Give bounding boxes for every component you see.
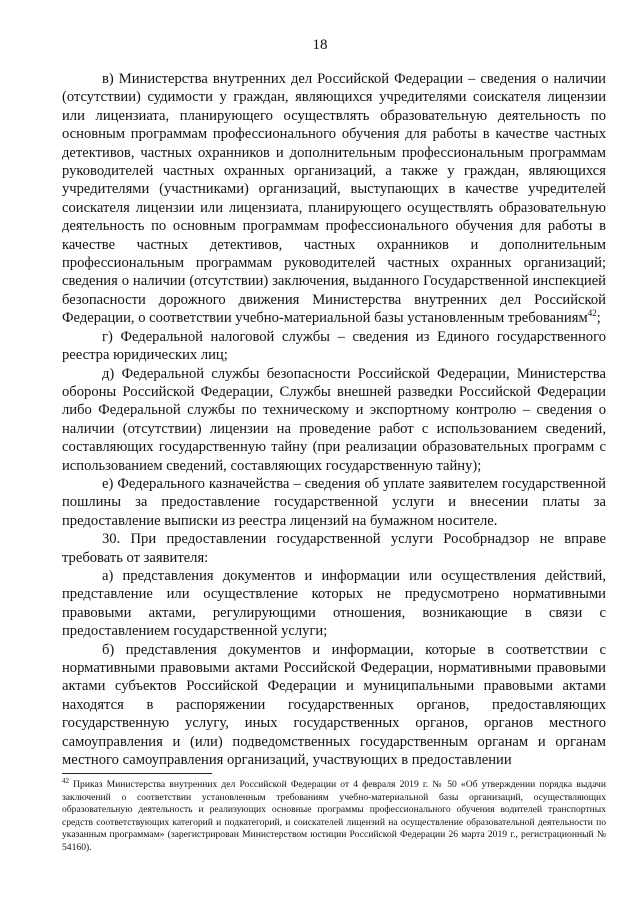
footnote-reference[interactable]: 42 [587,308,597,319]
footnote-divider [62,773,212,774]
paragraph-item-b: б) представления документов и информации, которые в соответствии с нормативными правовыми актами Российской Федерации, нормативными правовыми актами субъектов Российской Федерации и муниципальными правовыми актами находятся в распоряжении государственных органов, предоставляющих государственную услугу, иных государственных органов, органов местного самоуправления и (или) подведомственных государственным органам и органам местного самоуправления организаций, участвующих в предоставлении [62,641,606,769]
main-text [62,70,606,769]
paragraph-fns: г) Федеральной налоговой службы – сведения из Единого государственного реестра юридических лиц; [62,328,606,364]
page-number: 18 [312,37,328,53]
footnote-text: Приказ Министерства внутренних дел Российской Федерации от 4 февраля 2019 г. № 50 «Об утверждении порядка выдачи заключений о соответствии установленным требованиям учебно-материальной базы организаций, осуществляющих образовательную деятельность и реализующих основные программы профессионального обучения водителей транспортных средств соответствующих категорий и подкатегорий, и соискателей лицензий на осуществление образовательной деятельности по указанным программам» (зарегистрирован Министерством юстиции Российской Федерации 26 марта 2019 г., регистрационный № 54160). [62,779,606,853]
footnote-mark: 42 [62,776,69,785]
paragraph-clause-30: 30. При предоставлении государственной услуги Рособрнадзор не вправе требовать от заявителя: [62,531,606,566]
paragraph-fsb: д) Федеральной службы безопасности Российской Федерации, Министерства обороны Российской Федерации, Службы внешней разведки Российской Федерации либо Федеральной службы по техническому и экспортному контролю – сведения о наличии (отсутствии) лицензии на проведение работ с использованием сведений, составляющих государственную тайну (при реализации образовательных программ с использованием сведений, составляющих государственную тайну); [62,365,606,474]
paragraph-item-a: а) представления документов и информации или осуществления действий, представление или осуществление которых не предусмотрено нормативными правовыми актами, регулирующими отношения, возникающие в связи с предоставлением государственной услуги; [62,567,606,640]
footnote [62,776,606,855]
paragraph-treasury: е) Федерального казначейства – сведения об уплате заявителем государственной пошлины за предоставление государственной услуги и внесении платы за предоставление выписки из реестра лицензий на бумажном носителе. [62,475,606,529]
paragraph-mvd: в) Министерства внутренних дел Российской Федерации – сведения о наличии (отсутствии) судимости у граждан, являющихся учредителями соискателя лицензии или лицензиата, планирующего осуществлять образовательную деятельность по основным программам профессионального обучения для работы в качестве частных детективов, частных охранников и дополнительным профессиональным программам руководителей частных охранных организаций, а также у граждан, являющихся учредителями (участниками) организаций, выступающих в качестве учредителей соискателя лицензии или лицензиата, планирующего осуществлять образовательную деятельность по основным программам профессионального обучения для работы в качестве частных детективов, частных охранников и дополнительным профессиональным программам руководителей частных охранных организаций; сведения о наличии (отсутствии) заключения, выданного Государственной инспекцией безопасности дорожного движения Министерства внутренних дел Российской Федерации, о соответствии учебно-материальной базы установленным требованиям$^{42}$; [62,71,606,327]
